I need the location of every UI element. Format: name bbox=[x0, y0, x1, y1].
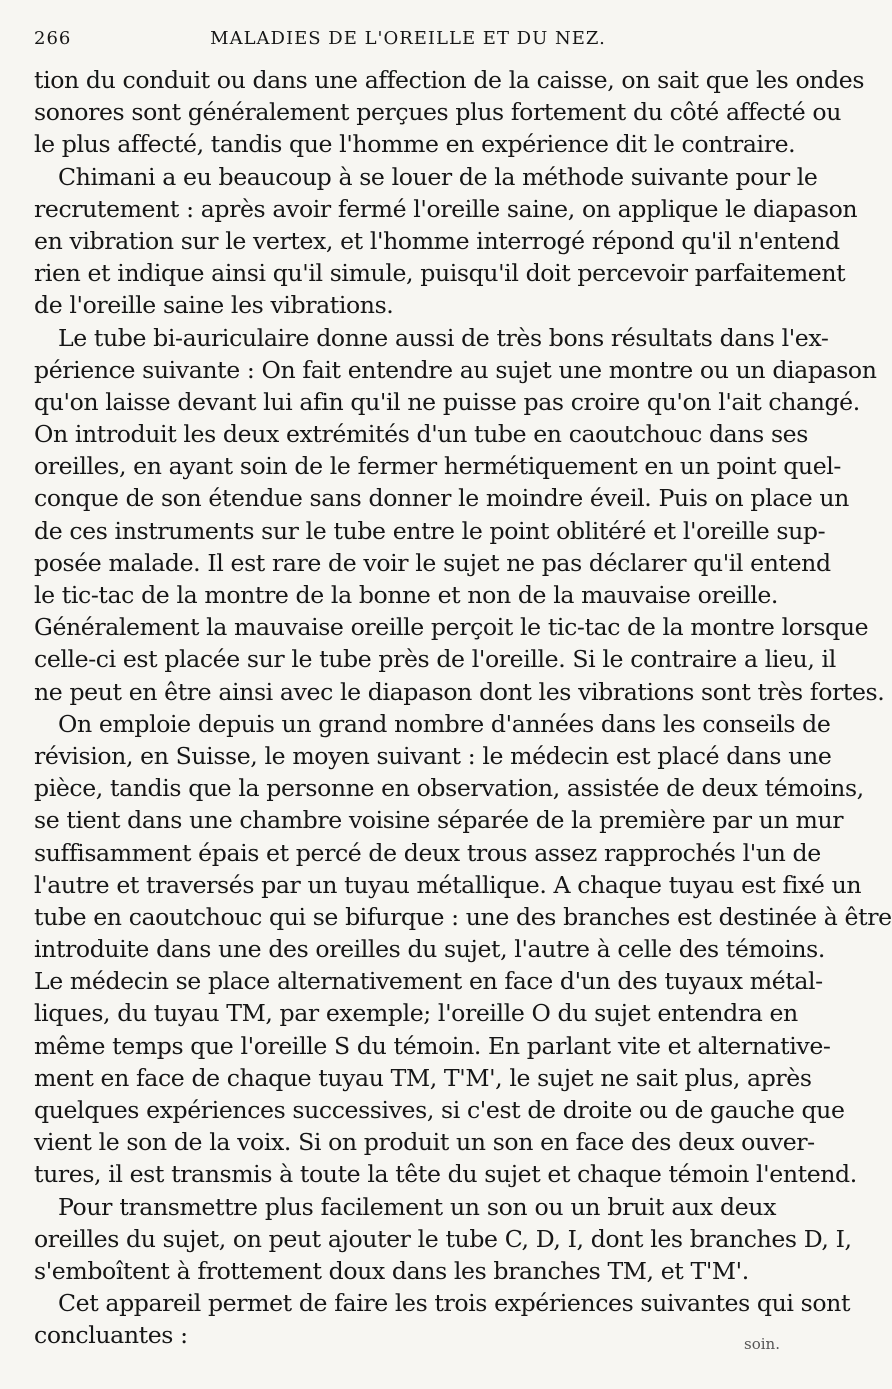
paragraph bbox=[34, 322, 885, 708]
paragraph bbox=[34, 708, 892, 1191]
text-line: rien et indique ainsi qu'il simule, puisqu'il doit percevoir parfaitement bbox=[34, 259, 846, 288]
text-line: Cet appareil permet de faire les trois expériences suivantes qui sont bbox=[58, 1289, 851, 1318]
text-line: périence suivante : On fait entendre au sujet une montre ou un diapason bbox=[34, 355, 877, 384]
text-line: tures, il est transmis à toute la tête du sujet et chaque témoin l'entend. bbox=[34, 1160, 857, 1189]
text-line: sonores sont généralement perçues plus fortement du côté affecté ou bbox=[34, 98, 841, 127]
text-line: conque de son étendue sans donner le moindre éveil. Puis on place un bbox=[34, 484, 849, 513]
text-line: en vibration sur le vertex, et l'homme interrogé répond qu'il n'entend bbox=[34, 226, 840, 255]
body-text bbox=[34, 64, 892, 1352]
page-number: 266 bbox=[34, 28, 72, 49]
text-line: le tic-tac de la montre de la bonne et non de la mauvaise oreille. bbox=[34, 581, 779, 609]
paragraph bbox=[34, 64, 865, 161]
text-line: tion du conduit ou dans une affection de la caisse, on sait que les ondes bbox=[34, 66, 865, 94]
text-line: se tient dans une chambre voisine séparée de la première par un mur bbox=[34, 806, 844, 835]
text-line: On emploie depuis un grand nombre d'années dans les conseils de bbox=[58, 709, 831, 738]
text-line: recrutement : après avoir fermé l'oreille saine, on applique le diapason bbox=[34, 194, 858, 223]
text-line: tube en caoutchouc qui se bifurque : une des branches est destinée à être bbox=[34, 902, 892, 931]
paragraph bbox=[34, 161, 858, 322]
text-line: celle-ci est placée sur le tube près de l'oreille. Si le contraire a lieu, il bbox=[34, 645, 836, 674]
running-title: MALADIES DE L'OREILLE ET DU NEZ. bbox=[210, 28, 606, 49]
page-header bbox=[34, 28, 782, 58]
text-line: liques, du tuyau TM, par exemple; l'oreille O du sujet entendra en bbox=[34, 999, 798, 1028]
corner-mark: soin. bbox=[744, 1335, 780, 1353]
text-line: concluantes : bbox=[34, 1321, 188, 1350]
text-line: Pour transmettre plus facilement un son ou un bruit aux deux bbox=[58, 1192, 776, 1221]
text-line: l'autre et traversés par un tuyau métallique. A chaque tuyau est fixé un bbox=[34, 870, 862, 899]
text-line: de l'oreille saine les vibrations. bbox=[34, 291, 394, 320]
paragraph bbox=[34, 1287, 851, 1351]
text-line: qu'on laisse devant lui afin qu'il ne puisse pas croire qu'on l'ait changé. bbox=[34, 387, 860, 416]
text-line: ment en face de chaque tuyau TM, T'M', le sujet ne sait plus, après bbox=[34, 1063, 812, 1092]
text-line: posée malade. Il est rare de voir le sujet ne pas déclarer qu'il entend bbox=[34, 548, 831, 577]
text-line: ne peut en être ainsi avec le diapason dont les vibrations sont très fortes. bbox=[34, 677, 885, 706]
text-line: pièce, tandis que la personne en observation, assistée de deux témoins, bbox=[34, 774, 864, 803]
text-line: le plus affecté, tandis que l'homme en expérience dit le contraire. bbox=[34, 130, 796, 159]
text-line: Chimani a eu beaucoup à se louer de la méthode suivante pour le bbox=[58, 162, 818, 191]
text-line: introduite dans une des oreilles du sujet, l'autre à celle des témoins. bbox=[34, 935, 825, 964]
text-line: Le tube bi-auriculaire donne aussi de très bons résultats dans l'ex- bbox=[58, 323, 829, 352]
text-line: On introduit les deux extrémités d'un tube en caoutchouc dans ses bbox=[34, 420, 808, 449]
text-line: oreilles du sujet, on peut ajouter le tube C, D, I, dont les branches D, I, bbox=[34, 1224, 852, 1253]
text-line: Généralement la mauvaise oreille perçoit le tic-tac de la montre lorsque bbox=[34, 613, 869, 642]
text-line: suffisamment épais et percé de deux trous assez rapprochés l'un de bbox=[34, 838, 821, 867]
text-line: Le médecin se place alternativement en face d'un des tuyaux métal- bbox=[34, 967, 823, 996]
text-line: même temps que l'oreille S du témoin. En parlant vite et alternative- bbox=[34, 1031, 831, 1060]
text-line: quelques expériences successives, si c'est de droite ou de gauche que bbox=[34, 1096, 845, 1124]
text-line: vient le son de la voix. Si on produit un son en face des deux ouver- bbox=[34, 1128, 815, 1157]
text-line: de ces instruments sur le tube entre le point oblitéré et l'oreille sup- bbox=[34, 516, 826, 545]
text-line: révision, en Suisse, le moyen suivant : le médecin est placé dans une bbox=[34, 741, 832, 770]
text-line: s'emboîtent à frottement doux dans les branches TM, et T'M'. bbox=[34, 1256, 749, 1285]
text-line: oreilles, en ayant soin de le fermer hermétiquement en un point quel- bbox=[34, 452, 841, 481]
paragraph bbox=[34, 1191, 852, 1288]
